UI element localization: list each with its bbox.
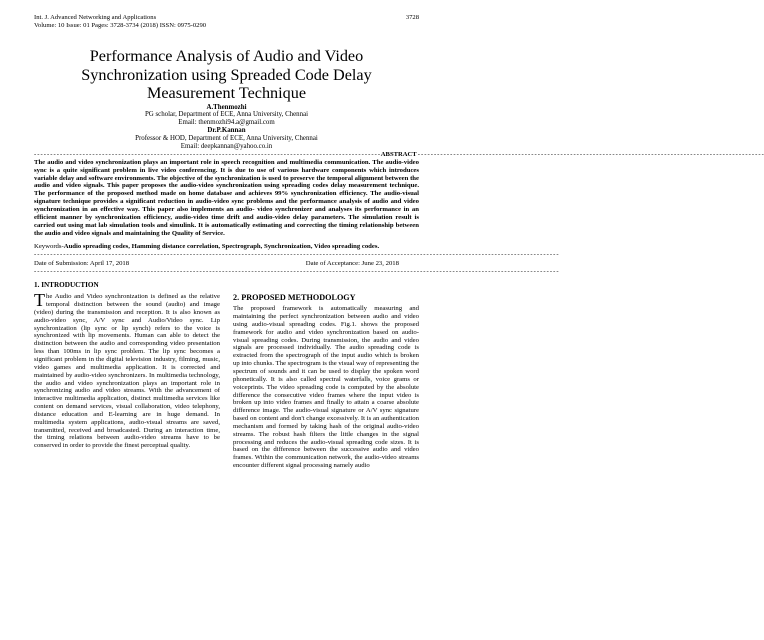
page-number: 3728	[405, 14, 419, 21]
section-heading: 2. PROPOSED METHODOLOGY	[233, 293, 356, 303]
abstract-divider	[34, 150, 764, 158]
author-block	[34, 104, 419, 151]
dash-rule-right: - - - - - - - - - - - - - - - - - - - - - - - - - - - - - - - - - - - - - - - - - - - - - - - - - - - - - - - - - - - - - - - - - - - - - - - - - - - - - - - - - - - - - - - - - - - - - - - - - - - - - - - - - - -	[417, 150, 764, 158]
running-header	[34, 14, 419, 30]
author-affiliation: Professor & HOD, Department of ECE, Anna University, Chennai	[135, 135, 318, 143]
section-heading: 1. INTRODUCTION	[34, 281, 99, 290]
journal-info	[34, 14, 206, 30]
submission-date: Date of Submission: April 17, 2018	[34, 260, 130, 268]
author-email: Email: thenmozhi94.a@gmail.com	[178, 119, 275, 127]
intro-paragraph	[34, 290, 220, 450]
abstract-label: ABSTRACT	[380, 150, 417, 158]
left-column	[34, 279, 220, 470]
keywords	[34, 243, 419, 251]
title-line-1: Performance Analysis of Audio and Video	[89, 47, 364, 65]
keywords-text: Audio spreading codes, Hamming distance correlation, Spectrograph, Synchronization, Video spreading codes.	[63, 243, 380, 251]
dash-rule: - - - - - - - - - - - - - - - - - - - - - - - - - - - - - - - - - - - - - - - - - - - - - - - - - - - - - - - - - - - - - - - - - - - - - - - - - - - - - - - - - - - - - - - - - - - - - - - - - - - - - - - - - - - - - - - - - - - - - - - - - - - - - - - - - - - - - - - - - - - - - - - - - - - - - - - - - - - - - - - - - -	[34, 268, 559, 276]
author-email: Email: deepkannan@yahoo.co.in	[180, 143, 273, 151]
keywords-label: Keywords	[34, 243, 62, 251]
journal-name: Int. J. Advanced Networking and Applications	[34, 14, 157, 21]
right-column	[233, 279, 419, 470]
drop-cap: T	[34, 290, 45, 311]
intro-text: he Audio and Video synchronization is defined as the relative temporal distinction between the sound (audio) and image (video) during the transmission and reception. It is also known as audio-video sync, A/V sync and Audio/Video sync. Lip synchronization (lip sync or lip synch) refers to the voice is synchronized with lip movements. Human can able to detect the distinction between the audio and corresponding video presentation less than 100ms in lip sync problem. The lip sync becomes a significant problem in the digital television industry, filming, music, video games and multimedia application. It is corrected and maintained by audio-video synchronizers. In multimedia technology, the audio and video synchronization plays an important role in synchronizing audio and video streams. With the advancement of interactive multimedia application, distinct multimedia services like content on demand services, visual collaboration, video telephony, distance education and E-learning are in huge demand. In multimedia system applications, audio-visual streams are saved, transmitted, received and broadcasted. During an interaction time, the timing relations between audio-video streams have to be conserved in order to provide the finest perceptual quality.	[34, 293, 220, 450]
paper-title	[34, 47, 419, 103]
submission-dates	[34, 260, 419, 268]
dash-rule-left: - - - - - - - - - - - - - - - - - - - - - - - - - - - - - - - - - - - - - - - - - - - - - - - - - - - - - - - - - - - - - - - - - - - - - - - - - - - - - - - - - - - - - - - - - - - - - - - - - - - - - - - - - - -	[34, 150, 380, 158]
dash-rule: - - - - - - - - - - - - - - - - - - - - - - - - - - - - - - - - - - - - - - - - - - - - - - - - - - - - - - - - - - - - - - - - - - - - - - - - - - - - - - - - - - - - - - - - - - - - - - - - - - - - - - - - - - - - - - - - - - - - - - - - - - - - - - - - - - - - - - - - - - - - - - - - - - - - - - - - - - - - - - - - - -	[34, 251, 559, 259]
body-columns	[34, 279, 419, 470]
author-affiliation: PG scholar, Department of ECE, Anna University, Chennai	[144, 111, 309, 119]
acceptance-date: Date of Acceptance: June 23, 2018	[305, 260, 399, 268]
keywords-separator: -	[61, 243, 64, 251]
methodology-paragraph: The proposed framework is automatically measuring and maintaining the perfect synchronization between audio and video using audio-visual spreading codes. Fig.1. shows the proposed framework for audio and video synchronization based on audio-visual spreading codes. During transmission, the audio and video signals are processed individually. The audio spreading code is extracted from the spectrograph of the input audio which is broken up into chunks. The spectrogram is the visual way of representing the spectrum of sounds and it can be used to display the spoken word phonetically. It is also called spectral waterfalls, voice grams or voiceprints. The video spreading code is computed by the absolute difference the consecutive video frames where the input video is broken up into video frames and finally to attain a coarse absolute difference image. The audio-visual signature or A/V sync signature based on content and don't change excessively. It is an authentication mechanism and formed by taking hash of the original audio-video streams. The robust hash filters the little changes in the signal processing and reduces the audio-visual spreading code sizes. It is based on the difference between the successive audio and video frames. Within the communication network, the audio-video streams encounter different signal processing namely audio	[233, 305, 419, 470]
title-line-2: Synchronization using Spreaded Code Delay	[81, 65, 372, 84]
author-name: A.Thenmozhi	[206, 103, 247, 111]
abstract-text: The audio and video synchronization plays an important role in speech recognition and multimedia communication. The audio-video sync is a quite significant problem in live video conferencing. It is due to use of various hardware components which introduces variable delay and software environments. The objective of the synchronization is used to preserve the temporal alignment between the audio and video signals. This paper proposes the audio-video synchronization using spreading codes delay measurement technique. The performance of the proposed method made on home database and achieves 99% synchronization efficiency. The audio-visual signature technique provides a significant reduction in audio-video sync problems and the performance analysis of audio and video synchronization in an effective way. This paper also implements an audio- video synchronizer and analyses its performance in an efficient manner by synchronization efficiency, audio-video time drift and audio-video delay parameters. The simulation result is carried out using mat lab simulation tools and simulink. It is automatically estimating and correcting the timing relationship between the audio and video signals and maintaining the Quality of Service.	[34, 158, 419, 237]
journal-volume: Volume: 10 Issue: 01 Pages: 3728-3734 (2018) ISSN: 0975-0290	[34, 22, 207, 29]
title-line-3: Measurement Technique	[146, 84, 307, 102]
author-name: Dr.P.Kannan	[207, 127, 246, 135]
